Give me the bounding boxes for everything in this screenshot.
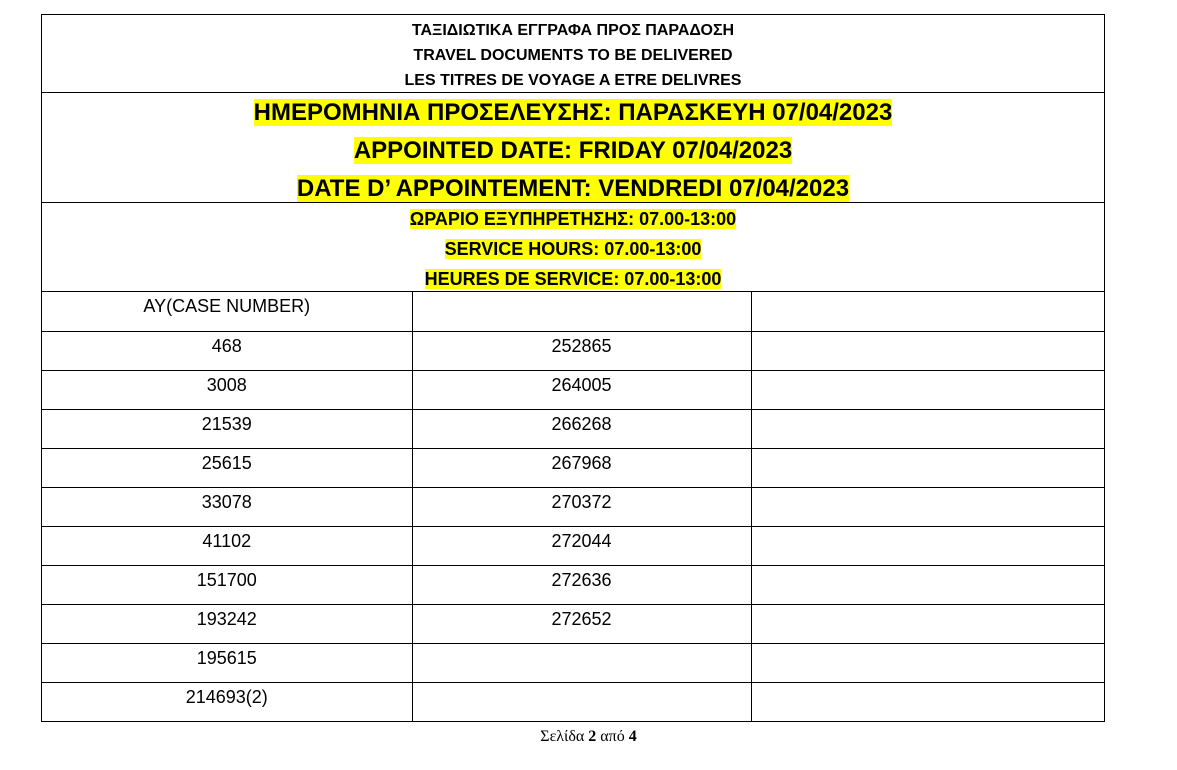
table-cell <box>412 409 751 448</box>
case-number <box>752 332 1105 336</box>
case-number <box>413 644 751 648</box>
table-cell <box>412 487 751 526</box>
table-cell <box>751 682 1104 721</box>
table-cell <box>412 565 751 604</box>
case-number: 272652 <box>551 608 612 629</box>
case-number: 21539 <box>201 413 252 434</box>
table-cell <box>751 565 1104 604</box>
header-cell <box>751 292 1104 331</box>
case-number: 267968 <box>551 452 612 473</box>
case-number <box>752 527 1105 531</box>
footer-middle: από <box>600 728 625 745</box>
table-cell <box>42 604 412 643</box>
table-cell <box>751 448 1104 487</box>
table-row <box>42 643 1104 682</box>
date-english: APPOINTED DATE: FRIDAY 07/04/2023 <box>353 137 793 164</box>
case-number: 25615 <box>201 452 252 473</box>
table-cell <box>751 331 1104 370</box>
header-cell-text <box>752 292 1105 296</box>
table-row <box>42 487 1104 526</box>
table-cell <box>412 682 751 721</box>
table-cell <box>412 643 751 682</box>
table-row <box>42 448 1104 487</box>
case-number: 33078 <box>201 491 252 512</box>
case-number: 468 <box>211 335 242 356</box>
case-number: 264005 <box>551 374 612 395</box>
case-number: 3008 <box>206 374 247 395</box>
case-number: 252865 <box>551 335 612 356</box>
case-number: 193242 <box>196 608 257 629</box>
hours-french: HEURES DE SERVICE: 07.00-13:00 <box>424 269 722 289</box>
case-number <box>752 683 1105 687</box>
table-cell <box>42 370 412 409</box>
case-number <box>752 488 1105 492</box>
hours-greek: ΩΡΑΡΙΟ ΕΞΥΠΗΡΕΤΗΣΗΣ: 07.00-13:00 <box>409 209 737 229</box>
hours-header <box>42 203 1104 292</box>
footer-total: 4 <box>628 728 637 745</box>
header-cell <box>42 292 412 331</box>
table-cell <box>42 409 412 448</box>
header-cell-text: AY(CASE NUMBER) <box>143 296 311 316</box>
case-number <box>752 605 1105 609</box>
case-number <box>413 683 751 687</box>
table-row <box>42 682 1104 721</box>
table-cell <box>412 448 751 487</box>
table-cell <box>751 604 1104 643</box>
table-row <box>42 331 1104 370</box>
case-number <box>752 371 1105 375</box>
table-cell <box>412 370 751 409</box>
footer-prefix: Σελίδα <box>540 728 585 745</box>
case-number: 214693(2) <box>185 686 268 707</box>
case-number: 272636 <box>551 569 612 590</box>
case-number: 266268 <box>551 413 612 434</box>
table-cell <box>42 448 412 487</box>
table-cell <box>412 331 751 370</box>
table-cell <box>751 643 1104 682</box>
footer-page: 2 <box>588 728 597 745</box>
table-cell <box>412 604 751 643</box>
table-cell <box>42 682 412 721</box>
table-row <box>42 565 1104 604</box>
case-number <box>752 644 1105 648</box>
case-number <box>752 566 1105 570</box>
table-row <box>42 604 1104 643</box>
case-number <box>752 449 1105 453</box>
table-row <box>42 409 1104 448</box>
document-table <box>41 14 1105 722</box>
page-footer <box>0 728 1177 746</box>
title-french: LES TITRES DE VOYAGE A ETRE DELIVRES <box>404 72 742 89</box>
table-row <box>42 370 1104 409</box>
title-header <box>42 15 1104 93</box>
case-number <box>752 410 1105 414</box>
date-header <box>42 93 1104 203</box>
table-header-row <box>42 292 1104 331</box>
header-cell <box>412 292 751 331</box>
table-cell <box>412 526 751 565</box>
table-cell <box>751 526 1104 565</box>
date-greek: ΗΜΕΡΟΜΗΝΙΑ ΠΡΟΣΕΛΕΥΣΗΣ: ΠΑΡΑΣΚΕΥΗ 07/04/2023 <box>253 99 893 126</box>
table-cell <box>42 643 412 682</box>
case-number: 270372 <box>551 491 612 512</box>
table-cell <box>751 370 1104 409</box>
case-number: 272044 <box>551 530 612 551</box>
title-english: TRAVEL DOCUMENTS TO BE DELIVERED <box>413 47 733 64</box>
date-french: DATE D’ APPOINTEMENT: VENDREDI 07/04/2023 <box>296 175 850 202</box>
table-cell <box>42 487 412 526</box>
table-cell <box>751 409 1104 448</box>
table-cell <box>42 526 412 565</box>
case-number-table <box>42 292 1104 721</box>
case-number: 151700 <box>196 569 257 590</box>
title-greek: ΤΑΞΙΔΙΩΤΙΚΑ ΕΓΓΡΑΦΑ ΠΡΟΣ ΠΑΡΑΔΟΣΗ <box>411 22 735 39</box>
table-cell <box>42 331 412 370</box>
table-row <box>42 526 1104 565</box>
case-number: 41102 <box>202 530 252 551</box>
table-cell <box>751 487 1104 526</box>
case-number: 195615 <box>196 647 257 668</box>
hours-english: SERVICE HOURS: 07.00-13:00 <box>444 239 702 259</box>
table-cell <box>42 565 412 604</box>
